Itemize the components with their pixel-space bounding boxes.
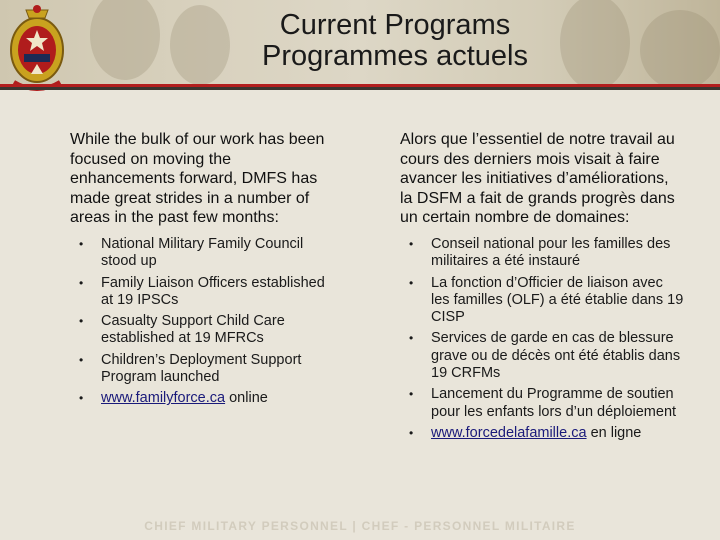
- familyforce-link[interactable]: www.familyforce.ca: [101, 390, 226, 407]
- list-item: [70, 236, 328, 271]
- list-item-text: Children’s Deployment Support Program launched: [101, 351, 302, 386]
- list-item: [400, 275, 685, 327]
- english-column: [70, 130, 328, 412]
- bullet-icon: •: [79, 236, 84, 251]
- title-french: Programmes actuels: [262, 40, 528, 72]
- banner-photo-figure: [90, 0, 160, 80]
- bullet-icon: •: [409, 331, 414, 346]
- list-item-text: Casualty Support Child Care established at 19 MFRCs: [101, 313, 285, 347]
- list-item: [400, 386, 685, 421]
- page-title: [170, 10, 620, 72]
- french-bullet-list: [400, 236, 685, 442]
- english-intro: While the bulk of our work has been focused on moving the enhancements forward, DMFS has made great strides in a number of areas in the past few months:: [70, 131, 325, 227]
- bullet-icon: •: [409, 236, 414, 251]
- bullet-icon: •: [79, 314, 84, 329]
- list-item: [70, 352, 328, 387]
- list-item-suffix: en ligne: [586, 424, 642, 441]
- bullet-icon: •: [79, 275, 84, 290]
- french-intro: Alors que l’essentiel de notre travail au cours des derniers mois visait à faire avancer les initiatives d’améliorations, la DSFM a fait de grands progrès dans un certain nombre de domaines:: [400, 131, 675, 227]
- bullet-icon: •: [79, 352, 84, 367]
- bullet-icon: •: [409, 425, 414, 440]
- bullet-icon: •: [79, 391, 84, 406]
- forcedelafamille-link[interactable]: www.forcedelafamille.ca: [431, 424, 587, 441]
- list-item-text: La fonction d’Officier de liaison avec les familles (OLF) a été établie dans 19 CISP: [431, 274, 684, 326]
- list-item-text: National Military Family Council stood up: [101, 235, 304, 270]
- english-bullet-list: [70, 236, 328, 408]
- list-item-suffix: online: [225, 390, 268, 407]
- bullet-icon: •: [409, 275, 414, 290]
- list-item-text: Family Liaison Officers established at 19 IPSCs: [101, 274, 325, 308]
- list-item: [70, 390, 328, 407]
- list-item-text: Lancement du Programme de soutien pour les enfants lors d’un déploiement: [431, 386, 677, 420]
- banner-photo-figure: [640, 10, 720, 84]
- canadian-forces-crest-icon: [6, 4, 68, 96]
- list-item: [400, 425, 685, 442]
- list-item: [70, 275, 328, 310]
- header-stripe-dark: [0, 87, 720, 90]
- french-column: [400, 130, 685, 446]
- footer-text: CHIEF MILITARY PERSONNEL | CHEF - PERSONNEL MILITAIRE: [144, 519, 576, 533]
- bullet-icon: •: [409, 387, 414, 402]
- list-item: [400, 236, 685, 271]
- list-item: [70, 313, 328, 348]
- list-item: [400, 330, 685, 382]
- list-item-text: Services de garde en cas de blessure grave ou de décès ont été établis dans 19 CRFMs: [431, 330, 681, 382]
- list-item-text: Conseil national pour les familles des militaires a été instauré: [431, 235, 671, 270]
- title-english: Current Programs: [279, 9, 511, 41]
